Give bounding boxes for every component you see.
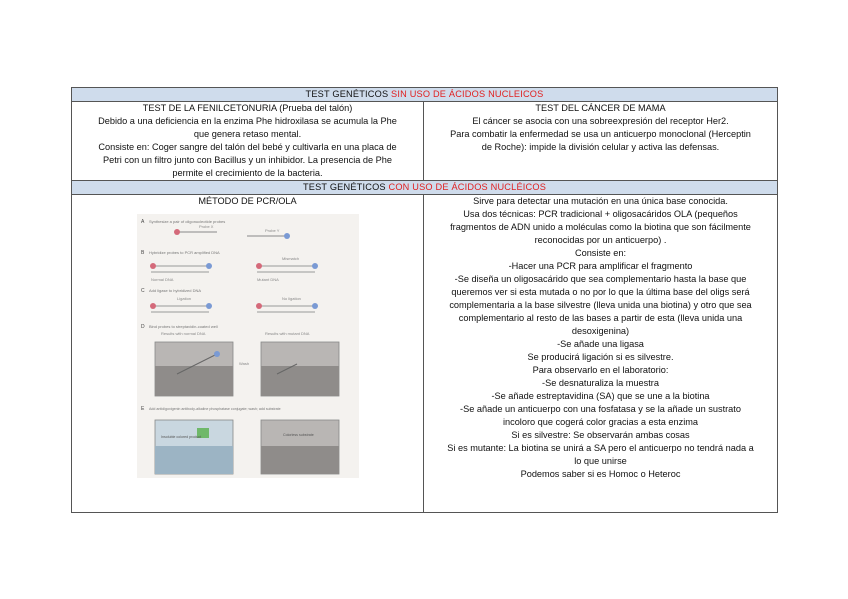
pcr-ola-diagram [137, 214, 359, 478]
description-line: Usa dos técnicas: PCR tradicional + oligosacáridos OLA (pequeños [463, 209, 738, 219]
probe-x-label: Probe X [198, 224, 213, 229]
phenylketonuria-title: TEST DE LA FENILCETONURIA (Prueba del talón) [142, 103, 353, 113]
caption-c: Add ligase to hybridized DNA [148, 288, 201, 293]
description-line: desoxigenina) [571, 326, 630, 336]
description-line: fragmentos de ADN unido a moléculas como la biotina que son fácilmente [450, 222, 751, 232]
section-header-prefix: TEST GENÉTICOS [305, 89, 392, 99]
caption-e: Add antidigoxigenin antibody-alkaline phosphatase conjugate; wash; add substrate [148, 407, 281, 411]
description-line: -Hacer una PCR para amplificar el fragmento [508, 261, 693, 271]
phenylketonuria-line: permite el crecimiento de la bacteria. [172, 168, 323, 178]
description-line: -Se añade estreptavidina (SA) que se une a la biotina [491, 391, 710, 401]
mutant-dna-label: Mutant DNA [256, 277, 279, 282]
panel-label-a: A [140, 219, 144, 225]
pcr-ola-title: MÉTODO DE PCR/OLA [198, 196, 297, 206]
phenylketonuria-line: Petri con un filtro junto con Bacillus y un inhibidor. La presencia de Phe [102, 155, 393, 165]
breast-cancer-title: TEST DEL CÁNCER DE MAMA [535, 103, 666, 113]
mismatch-label: Mismatch [281, 256, 299, 261]
section-header-no-nucleic-acids [72, 88, 778, 102]
description-line: lo que unirse [574, 456, 627, 466]
section-header-highlight: SIN USO DE ÁCIDOS NUCLEICOS [391, 89, 544, 99]
genetic-tests-table [71, 87, 778, 513]
section-header-with-nucleic-acids [72, 181, 778, 195]
normal-dna-label: Normal DNA [150, 277, 173, 282]
description-line: -Se desnaturaliza la muestra [542, 378, 659, 388]
description-line: complementaria a la base silvestre (lleva unida una biotina) y otro que sea [449, 300, 752, 310]
description-line: Sirve para detectar una mutación en una única base conocida. [473, 196, 728, 206]
caption-b: Hybridize probes to PCR amplified DNA [148, 250, 220, 255]
caption-a: Synthesize a pair of oligonucleotide probes [148, 219, 225, 224]
phenylketonuria-line: Debido a una deficiencia en la enzima Phe hidroxilasa se acumula la Phe [98, 116, 397, 126]
description-line: Podemos saber si es Homoc o Heteroc [520, 469, 681, 479]
description-line: incoloro que cogerá color gracias a esta enzima [502, 417, 699, 427]
results-normal-label: Results with normal DNA [160, 331, 205, 336]
panel-label-d: D [140, 324, 145, 330]
ligation-label: Ligation [176, 296, 191, 301]
colorless-substrate-label: Colorless substrate [282, 433, 314, 437]
description-line: Si es silvestre: Se observarán ambas cosas [511, 430, 690, 440]
section-header-highlight: CON USO DE ÁCIDOS NUCLÉICOS [388, 182, 547, 192]
wash-label: Wash [238, 361, 249, 366]
pcr-ola-description-cell [424, 195, 778, 513]
no-ligation-label: No ligation [281, 296, 301, 301]
panel-label-c: C [140, 288, 145, 294]
description-line: complementario al resto de las bases a partir de esta (lleva unida una [458, 313, 743, 323]
probe-y-label: Probe Y [264, 228, 279, 233]
caption-d: Bind probes to streptavidin-coated well [148, 324, 218, 329]
description-line: queremos ver si esta mutada o no por lo que la última base del oligs será [451, 287, 750, 297]
description-line: -Se añade un anticuerpo con una fosfatasa y se la añade un sustrato [460, 404, 741, 414]
description-line: reconocidas por un anticuerpo) . [534, 235, 667, 245]
results-mutant-label: Results with mutant DNA [264, 331, 309, 336]
breast-cancer-cell [424, 102, 778, 181]
breast-cancer-line: El cáncer se asocia con una sobreexpresión del receptor Her2. [472, 116, 729, 126]
description-line: -Se añade una ligasa [557, 339, 644, 349]
description-line: Se producirá ligación si es silvestre. [527, 352, 674, 362]
section-header-cell [72, 88, 778, 102]
description-line: -Se diseña un oligosacárido que sea complementario hasta la base que [454, 274, 747, 284]
phenylketonuria-line: Consiste en: Coger sangre del talón del bebé y cultivarla en una placa de [98, 142, 397, 152]
breast-cancer-line: Para combatir la enfermedad se usa un anticuerpo monoclonal (Herceptin [450, 129, 751, 139]
panel-label-b: B [140, 250, 144, 256]
description-line: Si es mutante: La biotina se unirá a SA pero el anticuerpo no tendrá nada a [447, 443, 754, 453]
breast-cancer-line: de Roche): impide la división celular y activa las defensas. [481, 142, 720, 152]
colored-product-label: Insoluble colored product [160, 435, 201, 439]
pcr-ola-cell [72, 195, 424, 513]
section-header-cell [72, 181, 778, 195]
section1-row [72, 102, 778, 181]
section2-row [72, 195, 778, 513]
section-header-prefix: TEST GENÉTICOS [302, 182, 389, 192]
description-line: Para observarlo en el laboratorio: [532, 365, 669, 375]
panel-label-e: E [140, 406, 144, 412]
description-line: Consiste en: [574, 248, 627, 258]
phenylketonuria-cell [72, 102, 424, 181]
phenylketonuria-line: que genera retaso mental. [193, 129, 302, 139]
